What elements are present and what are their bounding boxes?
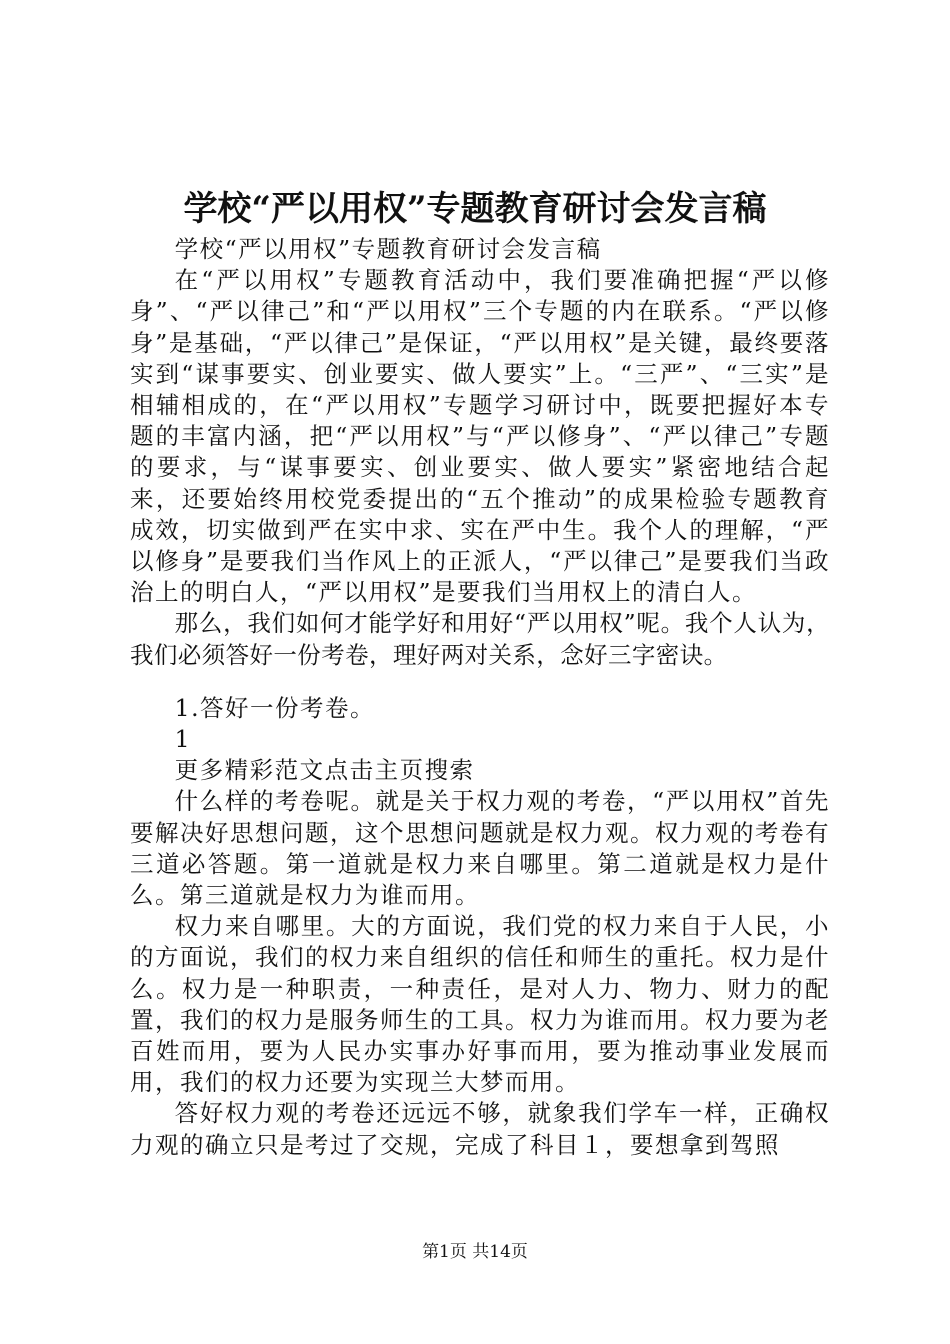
subtitle-paragraph: 学校“严以用权”专题教育研讨会发言稿 <box>174 235 602 263</box>
section-heading: 1.答好一份考卷。 <box>174 693 376 722</box>
page-number-marker: 1 <box>174 725 192 754</box>
body-paragraph: 权力来自哪里。大的方面说，我们党的权力来自于人民，小的方面说，我们的权力来自组织的信任和师生的重托。权力是什么。权力是一种职责，一种责任，是对人力、物力、财力的配置，我们的权力是服务师生的工具。权力为谁而用。权力要为老百姓而用，要为人民办实事办好事而用，要为推动事业发展而用，我们的权力还要为实现兰大梦而用。 <box>130 912 830 1097</box>
page-footer: 第1页 共14页 <box>422 1242 528 1262</box>
body-paragraph: 答好权力观的考卷还远远不够，就象我们学车一样，正确权力观的确立只是考过了交规，完成了科目１，要想拿到驾照 <box>130 1099 830 1159</box>
body-paragraph: 那么，我们如何才能学好和用好“严以用权”呢。我个人认为，我们必须答好一份考卷，理好两对关系，念好三字密诀。 <box>130 609 830 669</box>
document-body <box>130 234 830 1161</box>
paragraph-spacer <box>130 671 830 693</box>
promo-text: 更多精彩范文点击主页搜索 <box>174 756 475 785</box>
body-paragraph: 什么样的考卷呢。就是关于权力观的考卷，“严以用权”首先要解决好思想问题，这个思想问题就是权力观。权力观的考卷有三道必答题。第一道就是权力来自哪里。第二道就是权力是什么。第三道就是权力为谁而用。 <box>130 787 830 910</box>
document-title: 学校“严以用权”专题教育研讨会发言稿 <box>183 189 767 229</box>
body-paragraph: 在“严以用权”专题教育活动中，我们要准确把握“严以修身”、“严以律己”和“严以用权”三个专题的内在联系。“严以修身”是基础，“严以律己”是保证，“严以用权”是关键，最终要落实到“谋事要实、创业要实、做人要实”上。“三严”、“三实”是相辅相成的，在“严以用权”专题学习研讨中，既要把握好本专题的丰富内涵，把“严以用权”与“严以修身”、“严以律己”专题的要求，与“谋事要实、创业要实、做人要实”紧密地结合起来，还要始终用校党委提出的“五个推动”的成果检验专题教育成效，切实做到严在实中求、实在严中生。我个人的理解，“严以修身”是要我们当作风上的正派人，“严以律己”是要我们当政治上的明白人，“严以用权”是要我们当用权上的清白人。 <box>130 266 830 607</box>
